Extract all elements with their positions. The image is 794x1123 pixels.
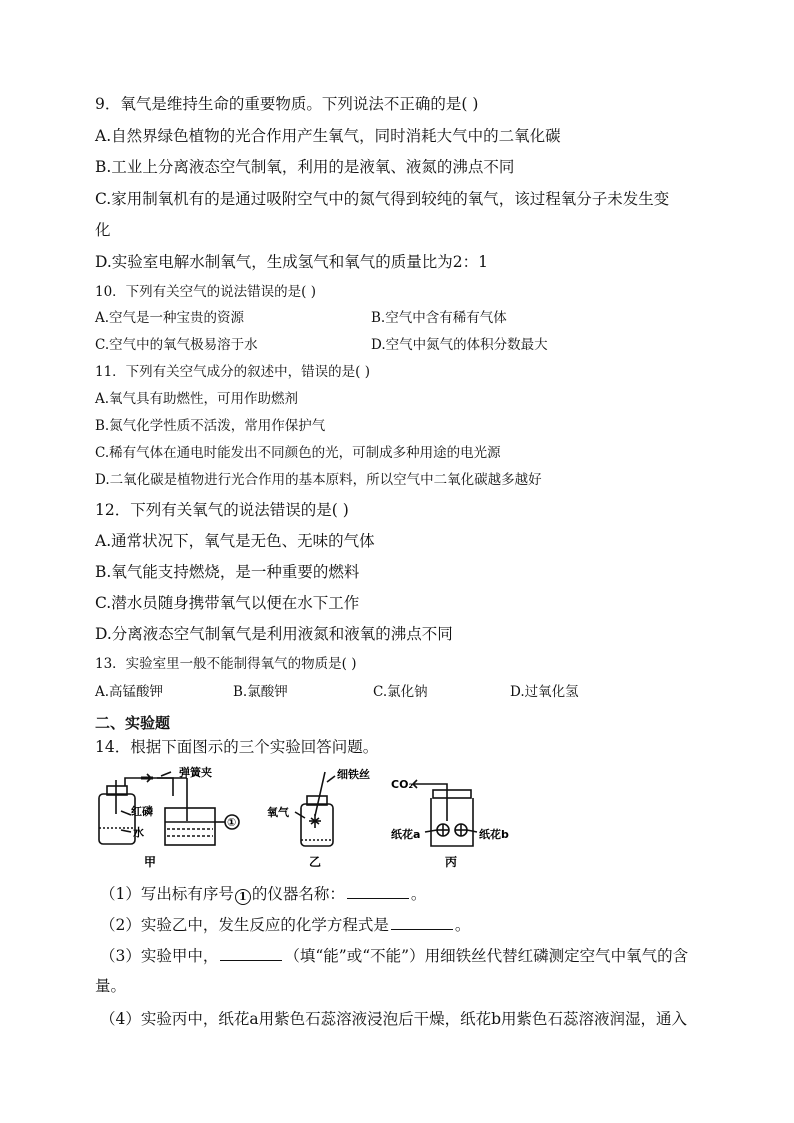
q12-option-c: C.潜水员随身携带氧气以便在水下工作 — [95, 594, 360, 612]
q9-option-c-cont: 化 — [95, 221, 111, 239]
q13-option-d: D.过氧化氢 — [510, 684, 579, 700]
q14-part2-end: 。 — [454, 916, 471, 934]
section-title: 二、实验题 — [95, 714, 171, 732]
q9-option-a: A.自然界绿色植物的光合作用产生氧气，同时消耗大气中的二氧化碳 — [95, 127, 561, 145]
q14-part3 — [100, 948, 688, 965]
q14-part3-cont: 量。 — [95, 977, 127, 995]
q9-stem: 9．氧气是维持生命的重要物质。下列说法不正确的是( ) — [95, 95, 479, 113]
q12-option-d: D.分离液态空气制氧气是利用液氮和液氧的沸点不同 — [95, 625, 453, 643]
q12-option-a: A.通常状况下，氧气是无色、无味的气体 — [95, 532, 375, 550]
experiment-diagram — [95, 766, 535, 874]
q9-option-b: B.工业上分离液态空气制氧，利用的是液氧、液氮的沸点不同 — [95, 158, 515, 176]
q14-part3-blank[interactable] — [220, 948, 282, 961]
q14-part2-prefix: （2）实验乙中，发生反应的化学方程式是 — [100, 916, 389, 934]
q14-stem: 14．根据下面图示的三个实验回答问题。 — [95, 738, 379, 756]
q14-part3-suffix: （填“能”或“不能”）用细铁丝代替红磷测定空气中氧气的含 — [284, 947, 689, 965]
q9-option-d: D.实验室电解水制氧气，生成氢气和氧气的质量比为2：1 — [95, 253, 489, 271]
q14-part1-end: 。 — [410, 885, 427, 903]
q11-option-a: A.氧气具有助燃性，可用作助燃剂 — [95, 391, 299, 407]
q12-option-b: B.氧气能支持燃烧，是一种重要的燃料 — [95, 563, 360, 581]
q11-stem: 11．下列有关空气成分的叙述中，错误的是( ) — [95, 364, 371, 380]
label-clamp: 弹簧夹 — [179, 766, 212, 779]
q9-option-c: C.家用制氧机有的是通过吸附空气中的氮气得到较纯的氧气，该过程氧分子未发生变 — [95, 190, 670, 208]
label-flower-b: 纸花b — [479, 828, 509, 841]
q13-option-c: C.氯化钠 — [373, 684, 428, 700]
q12-stem: 12．下列有关氧气的说法错误的是( ) — [95, 501, 349, 519]
q11-option-d: D.二氧化碳是植物进行光合作用的基本原料，所以空气中二氧化碳越多越好 — [95, 472, 542, 488]
q11-option-c: C.稀有气体在通电时能发出不同颜色的光，可制成多种用途的电光源 — [95, 445, 501, 461]
q13-stem: 13．实验室里一般不能制得氧气的物质是( ) — [95, 656, 357, 672]
q14-part1-suffix: 的仪器名称： — [251, 885, 345, 903]
q14-part1-blank[interactable] — [347, 886, 409, 899]
label-phosphorus: 红磷 — [131, 805, 153, 818]
q10-option-d: D.空气中氮气的体积分数最大 — [371, 337, 548, 353]
caption-jia: 甲 — [144, 855, 157, 869]
q14-part4: （4）实验丙中，纸花a用紫色石蕊溶液浸泡后干燥，纸花b用紫色石蕊溶液润湿，通入 — [100, 1010, 688, 1028]
label-flower-a: 纸花a — [391, 828, 421, 841]
label-oxygen: 氧气 — [267, 806, 289, 819]
label-circled-1: ① — [227, 816, 237, 829]
q10-option-c: C.空气中的氧气极易溶于水 — [95, 337, 258, 353]
q14-part2-blank[interactable] — [391, 917, 453, 930]
q14-part2 — [100, 917, 470, 934]
apparatus-bing — [413, 780, 477, 846]
label-iron-wire: 细铁丝 — [337, 768, 370, 781]
caption-yi: 乙 — [309, 855, 322, 869]
q11-option-b: B.氮气化学性质不活泼，常用作保护气 — [95, 418, 326, 434]
experiment-figure — [95, 766, 535, 874]
apparatus-yi — [295, 772, 335, 846]
label-co2: CO₂ — [391, 778, 414, 791]
q14-part1 — [100, 886, 426, 905]
circled-number: 1 — [235, 889, 251, 905]
q14-part1-prefix: （1）写出标有序号 — [100, 885, 234, 903]
q10-option-b: B.空气中含有稀有气体 — [371, 310, 507, 326]
q13-option-b: B.氯酸钾 — [233, 684, 288, 700]
label-water: 水 — [133, 826, 144, 839]
q14-part3-prefix: （3）实验甲中， — [100, 947, 219, 965]
q10-stem: 10．下列有关空气的说法错误的是( ) — [95, 284, 317, 300]
apparatus-jia — [99, 772, 239, 845]
caption-bing: 丙 — [445, 855, 458, 869]
q13-option-a: A.高锰酸钾 — [95, 684, 164, 700]
q10-option-a: A.空气是一种宝贵的资源 — [95, 310, 245, 326]
